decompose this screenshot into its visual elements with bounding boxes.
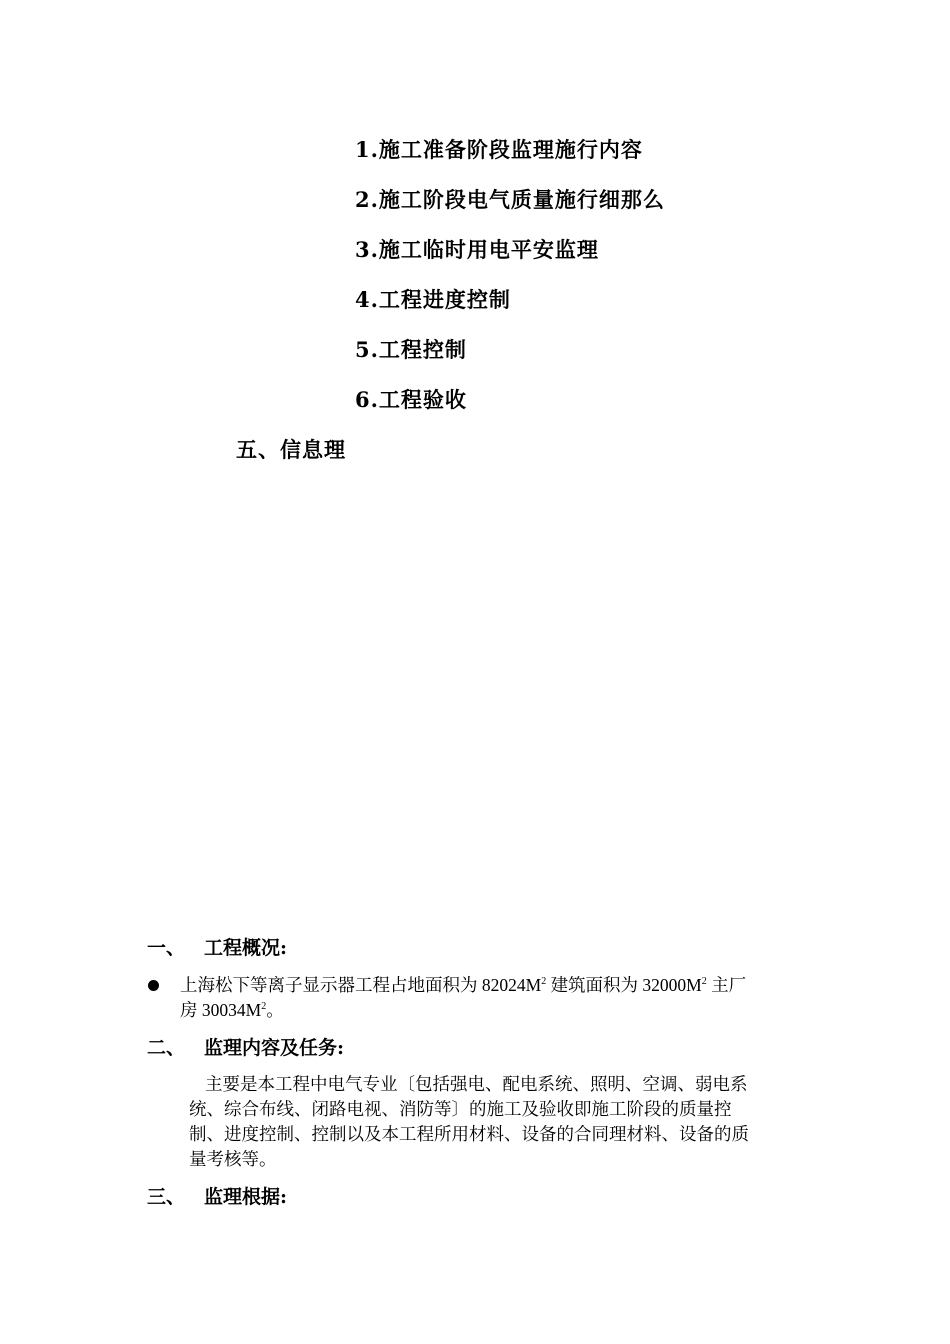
- paragraph-line-4: 量考核等。: [189, 1149, 277, 1169]
- toc-item-6: 6.工程验收: [355, 387, 467, 412]
- section-2-heading: 监理内容及任务:: [204, 1037, 345, 1059]
- paragraph-line-3: 制、进度控制、控制以及本工程所用材料、设备的合同理材料、设备的质: [189, 1124, 749, 1144]
- toc-item-1: 1.施工准备阶段监理施行内容: [355, 137, 643, 162]
- toc-item-4: 4.工程进度控制: [355, 287, 511, 312]
- section-1-number: 一、: [147, 937, 186, 959]
- paragraph-line-1: 主要是本工程中电气专业〔包括强电、配电系统、照明、空调、弱电系: [205, 1074, 748, 1094]
- section-1-heading: 工程概况:: [204, 937, 288, 959]
- bullet-text-line-1: 上海松下等离子显示器工程占地面积为 $82024M^2$ 建筑面积为 $32000M^2$ 主厂: [180, 975, 747, 995]
- paragraph-line-2: 统、综合布线、闭路电视、消防等〕的施工及验收即施工阶段的质量控: [189, 1099, 732, 1119]
- bullet-icon: [148, 980, 159, 991]
- toc-item-5: 5.工程控制: [355, 337, 467, 362]
- section-2-number: 二、: [147, 1037, 186, 1059]
- toc-item-2: 2.施工阶段电气质量施行细那么: [355, 187, 665, 212]
- toc-section-5: 五、信息理: [236, 437, 346, 462]
- section-3-number: 三、: [147, 1186, 186, 1208]
- bullet-text-line-2: 房 $30034M^2$。: [180, 1000, 284, 1020]
- toc-item-3: 3.施工临时用电平安监理: [355, 237, 599, 262]
- section-3-heading: 监理根据:: [204, 1186, 288, 1208]
